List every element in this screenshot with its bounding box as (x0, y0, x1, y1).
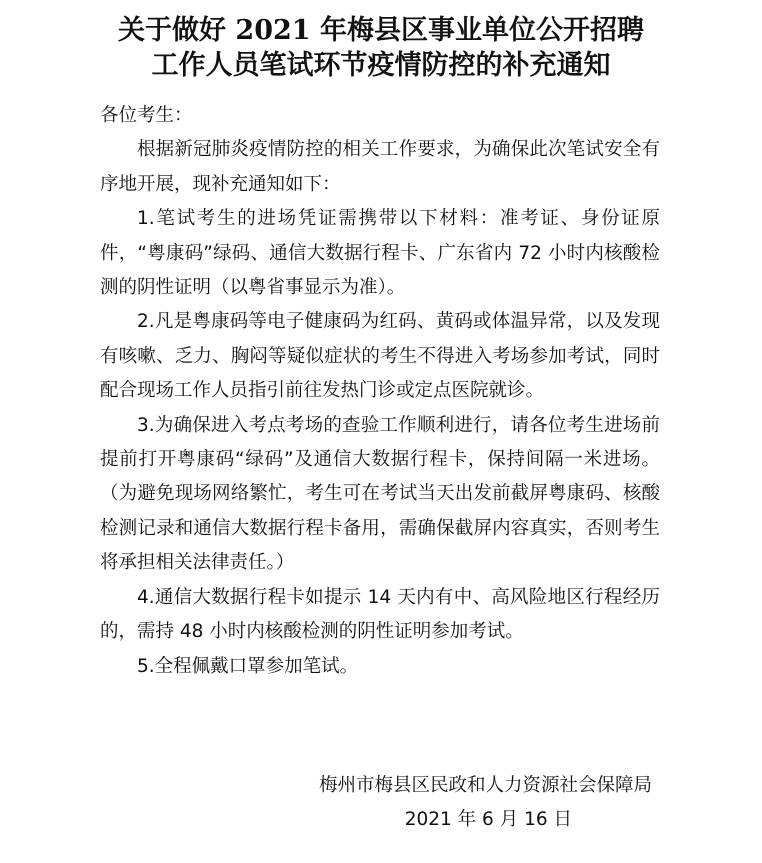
title-line-1: 关于做好 2021 年梅县区事业单位公开招聘 (118, 15, 644, 46)
item-5-paragraph: 5.全程佩戴口罩参加笔试。 (137, 655, 359, 677)
item-3-paragraph: 3.为确保进入考点考场的查验工作顺利进行，请各位考生进场前提前打开粤康码“绿码”及通信大数据行程卡，保持间隔一米进场。（为避免现场网络繁忙，考生可在考试当天出发前截屏粤康码、核酸检测记录和通信大数据行程卡备用，需确保截屏内容真实，否则考生将承担相关法律责任。） (100, 414, 660, 574)
salutation: 各位考生： (100, 105, 193, 126)
notice-body (100, 99, 660, 684)
item-4-paragraph: 4.通信大数据行程卡如提示 14 天内有中、高风险地区行程经历的，需持 48 小时内核酸检测的阴性证明参加考试。 (100, 586, 660, 643)
signature-date: 2021 年 6 月 16 日 (404, 809, 572, 830)
title-line-2: 工作人员笔试环节疫情防控的补充通知 (151, 50, 611, 81)
signature-organization: 梅州市梅县区民政和人力资源社会保障局 (318, 775, 652, 796)
intro-paragraph: 根据新冠肺炎疫情防控的相关工作要求，为确保此次笔试安全有序地开展，现补充通知如下： (100, 139, 660, 195)
item-2-paragraph: 2.凡是粤康码等电子健康码为红码、黄码或体温异常，以及发现有咳嗽、乏力、胸闷等疑似症状的考生不得进入考场参加考试，同时配合现场工作人员指引前往发热门诊或定点医院就诊。 (100, 311, 660, 402)
item-1-paragraph: 1.笔试考生的进场凭证需携带以下材料：准考证、身份证原件，“粤康码”绿码、通信大数据行程卡、广东省内 72 小时内核酸检测的阴性证明（以粤省事显示为准）。 (100, 208, 660, 299)
